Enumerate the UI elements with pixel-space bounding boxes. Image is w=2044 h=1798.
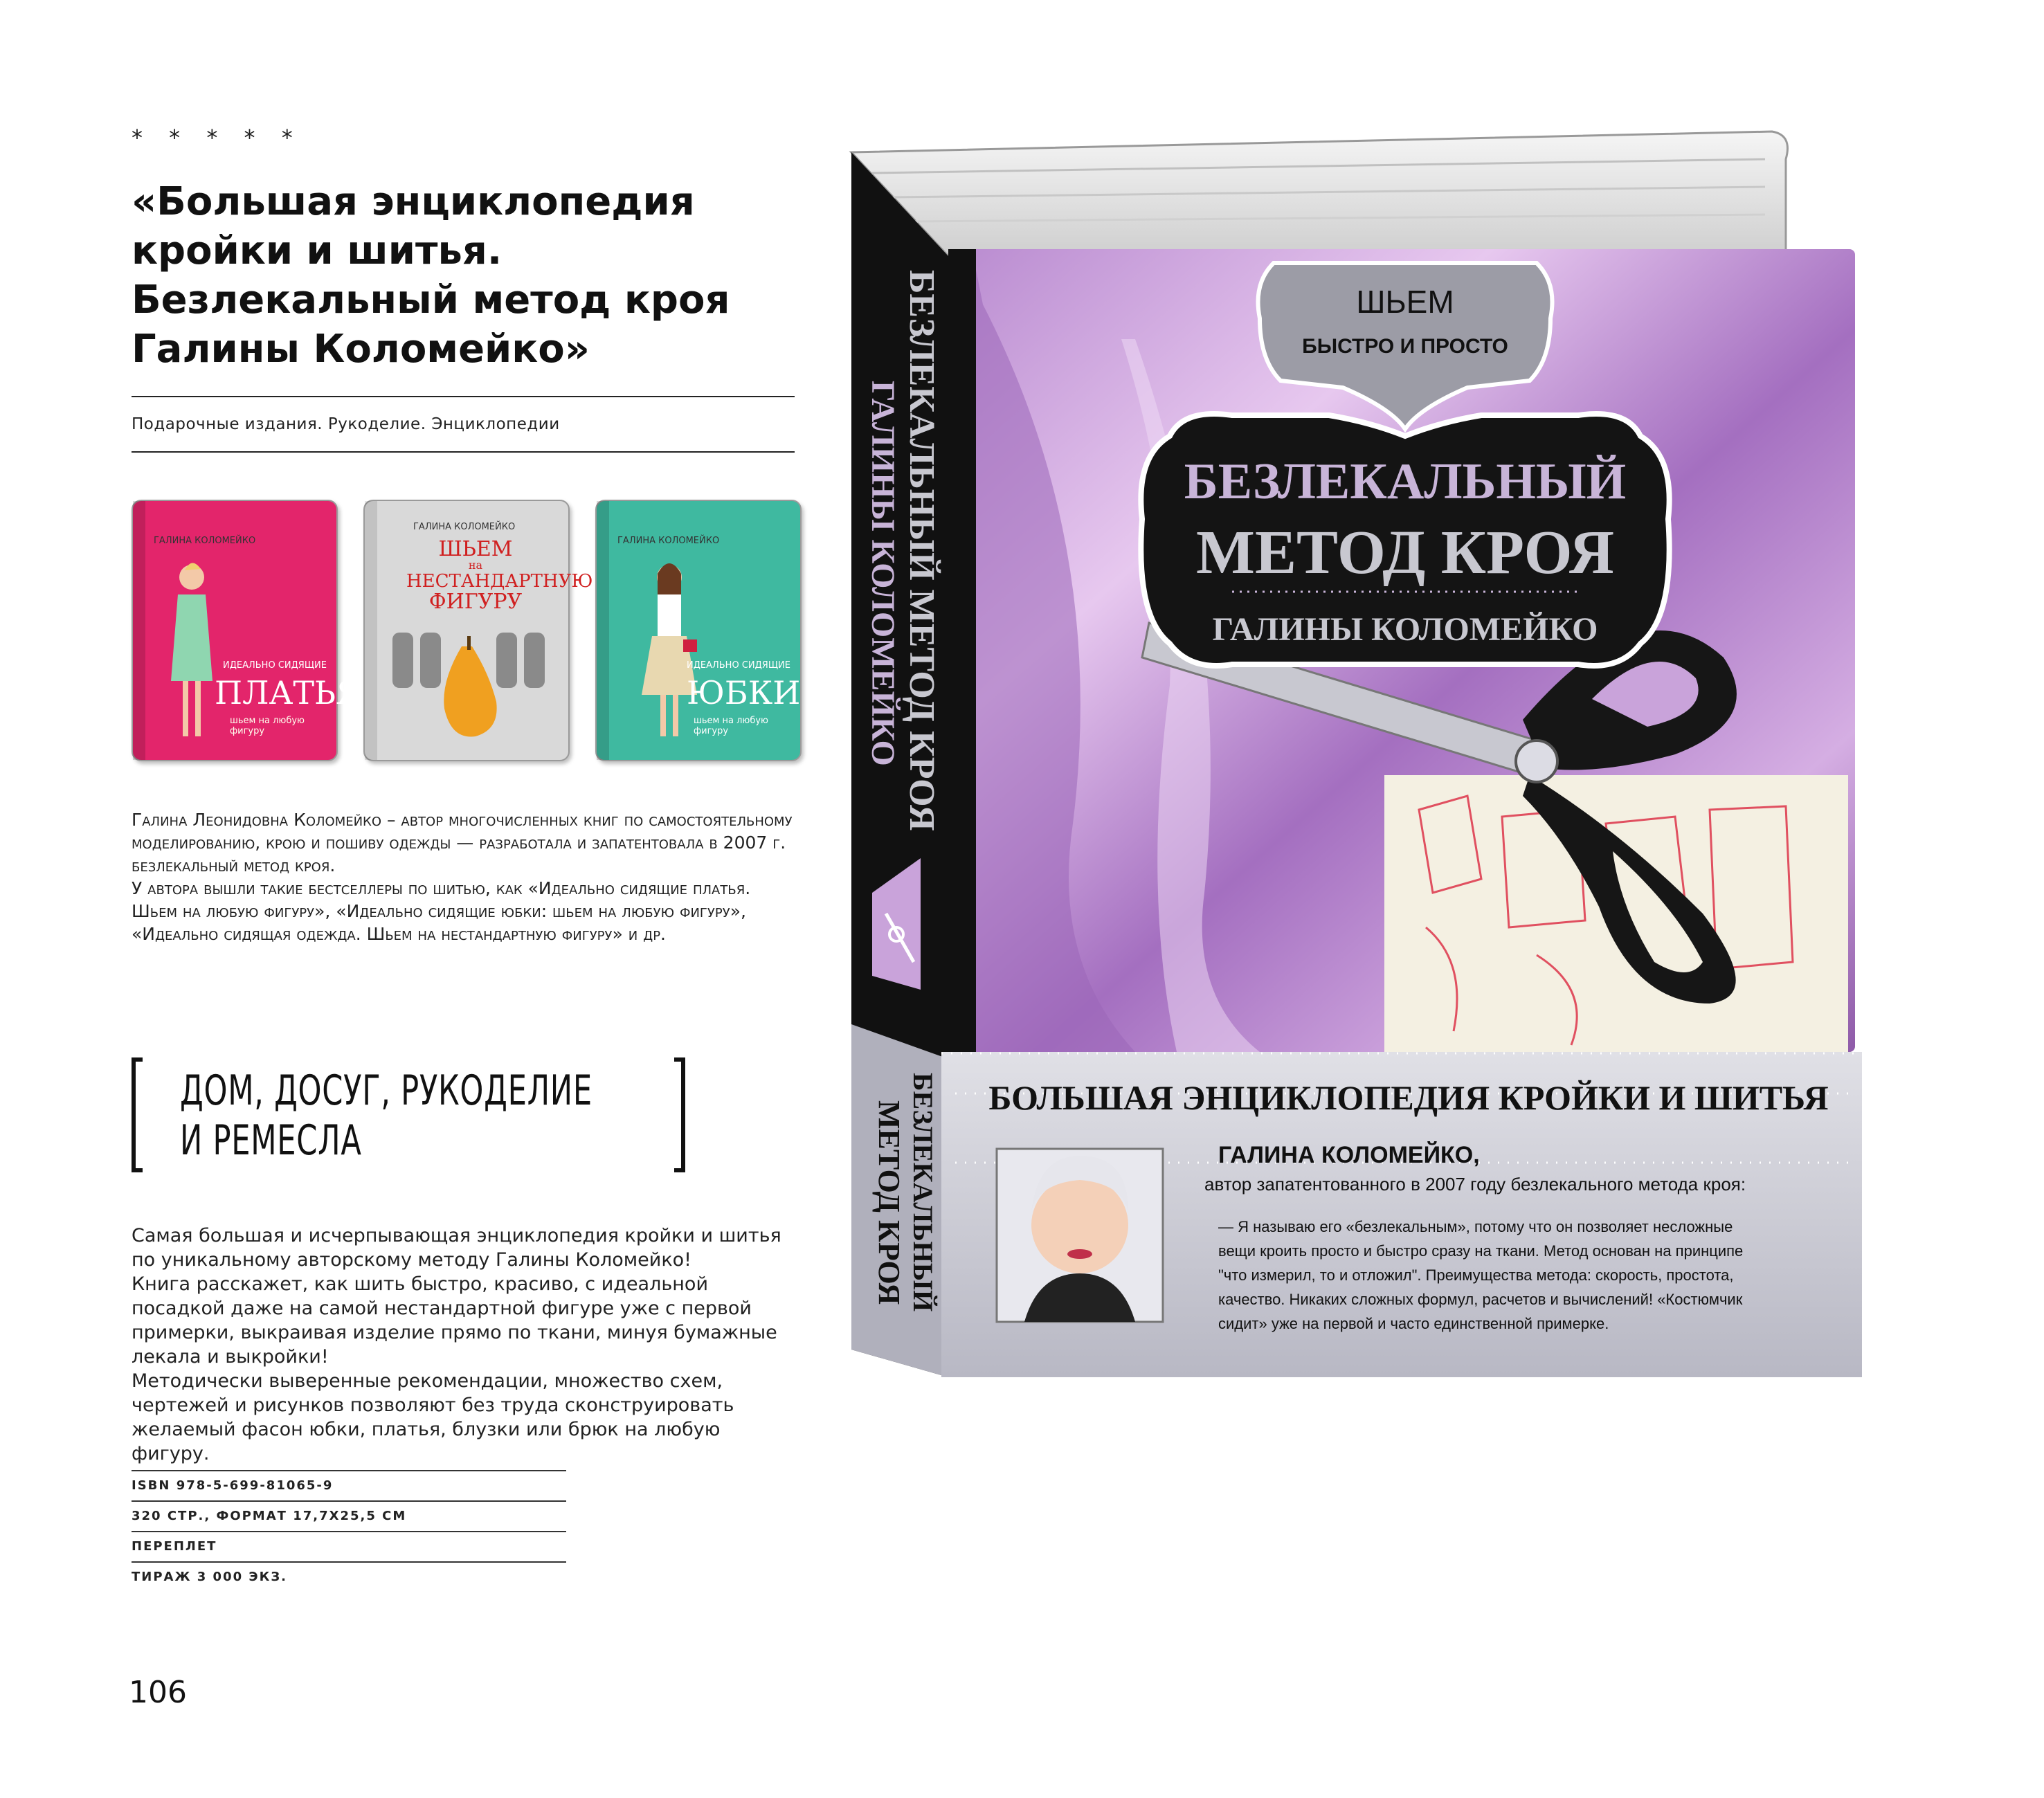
spine-title-line1: БЕЗЛЕКАЛЬНЫЙ МЕТОД КРОЯ (902, 270, 941, 831)
desc-paragraph: Методически выверенные рекомендации, множество схем, чертежей и рисунков позволяют без труда сконструировать желаемый фасон юбки, платья, блузки или брюк на любую фигуру. (132, 1370, 734, 1464)
spine-lower-line2: МЕТОД КРОЯ (872, 1100, 906, 1305)
section-title: ДОМ, ДОСУГ, РУКОДЕЛИЕ И РЕМЕСЛА (180, 1066, 593, 1165)
dress-figure-icon (154, 556, 230, 750)
title-line: Галины Коломейко» (132, 327, 590, 372)
thumb-title: ПЛАТЬЯ (215, 674, 362, 711)
rating-stars: * * * * * (132, 125, 302, 151)
spec-isbn: ISBN 978-5-699-81065-9 (132, 1470, 566, 1500)
title-line: Безлекальный метод кроя (132, 278, 730, 323)
cover-title-line3: ГАЛИНЫ КОЛОМЕЙКО (1212, 611, 1598, 648)
cover-badge-bottom: БЫСТРО И ПРОСТО (1302, 335, 1508, 358)
thumb-caption: шьем на любую фигуру (230, 716, 305, 736)
divider (132, 396, 795, 397)
spec-binding: ПЕРЕПЛЕТ (132, 1531, 566, 1561)
author-bio (132, 808, 796, 945)
book-description (132, 1224, 796, 1466)
pear-icon (386, 626, 552, 750)
svg-text:— Я называю его «безлекальным»: — Я называю его «безлекальным», потому что он позволяет несложные (1218, 1218, 1733, 1235)
svg-text:"что измерил, то и отложил". П: "что измерил, то и отложил". Преимущества метода: скорость, простота, (1218, 1266, 1734, 1284)
thumb-title: ШЬЕМ на НЕСТАНДАРТНУЮ ФИГУРУ (406, 537, 593, 614)
thumb-sub: ИДЕАЛЬНО СИДЯЩИЕ (687, 660, 790, 671)
cover-author-role: автор запатентованного в 2007 году безлекального метода кроя: (1204, 1174, 1746, 1195)
spec-pages: 320 СТР., ФОРМАТ 17,7Х25,5 СМ (132, 1500, 566, 1531)
thumb-author: ГАЛИНА КОЛОМЕЙКО (413, 522, 516, 532)
bracket-left (132, 1057, 143, 1172)
spine-lower-line1: БЕЗЛЕКАЛЬНЫЙ (907, 1073, 939, 1312)
svg-text:вещи кроить просто и быстро ср: вещи кроить просто и быстро сразу на ткани. Метод основан на принципе (1218, 1242, 1744, 1260)
book-cover-image (844, 131, 1862, 1377)
thumb-author: ГАЛИНА КОЛОМЕЙКО (154, 536, 256, 546)
cover-badge-top: ШЬЕМ (1356, 284, 1454, 320)
desc-paragraph: Книга расскажет, как шить быстро, красиво, с идеальной посадкой даже на самой нестандартной фигуре уже с первой примерки, выкраивая изделие прямо по ткани, минуя бумажные лекала и выкройки! (132, 1273, 777, 1368)
section-heading (132, 1057, 685, 1172)
cover-title-line1: БЕЗЛЕКАЛЬНЫЙ (1184, 453, 1627, 510)
book-specs (132, 1470, 566, 1592)
cover-author-name: ГАЛИНА КОЛОМЕЙКО, (1218, 1142, 1480, 1168)
svg-text:сидит» уже на первой и часто е: сидит» уже на первой и часто единственной примерке. (1218, 1315, 1609, 1332)
thumb-author: ГАЛИНА КОЛОМЕЙКО (617, 536, 720, 546)
related-book-dresses[interactable] (132, 500, 362, 761)
cover-title-line2: МЕТОД КРОЯ (1196, 518, 1614, 587)
thumb-caption: шьем на любую фигуру (694, 716, 768, 736)
page-number: 106 (129, 1675, 187, 1710)
category-label: Подарочные издания. Рукоделие. Энциклопедии (132, 415, 560, 433)
spec-print-run: ТИРАЖ 3 000 ЭКЗ. (132, 1561, 566, 1592)
bracket-right (674, 1057, 685, 1172)
desc-paragraph: Самая большая и исчерпывающая энциклопедия кройки и шитья по уникальному авторскому методу Галины Коломейко! (132, 1225, 781, 1271)
bio-paragraph: Галина Леонидовна Коломейко – автор многочисленных книг по самостоятельному моделированию, крою и пошиву одежды — разработала и запатентовала в 2007 г. безлекальный метод кроя. (132, 810, 793, 875)
svg-text:качество. Никаких сложных форм: качество. Никаких сложных формул, расчетов и вычислений! «Костюмчик (1218, 1291, 1743, 1308)
spine-title-line2: ГАЛИНЫ КОЛОМЕЙКО (865, 381, 901, 766)
cover-band-title: БОЛЬШАЯ ЭНЦИКЛОПЕДИЯ КРОЙКИ И ШИТЬЯ (988, 1078, 1829, 1117)
related-book-skirts[interactable] (595, 500, 802, 761)
title-line: «Большая энциклопедия (132, 179, 695, 224)
bio-paragraph: У автора вышли такие бестселлеры по шитью, как «Идеально сидящие платья. Шьем на любую фигуру», «Идеально сидящие юбки: шьем на любую фигуру», «Идеально сидящая одежда. Шьем на нестандартную фигуру» и др. (132, 878, 751, 944)
title-line: кройки и шитья. (132, 228, 503, 273)
book-title (132, 177, 754, 374)
divider (132, 451, 795, 453)
thumb-sub: ИДЕАЛЬНО СИДЯЩИЕ (223, 660, 327, 671)
thumb-title: ЮБКИ (687, 674, 801, 711)
related-book-nonstandard[interactable] (363, 500, 593, 761)
